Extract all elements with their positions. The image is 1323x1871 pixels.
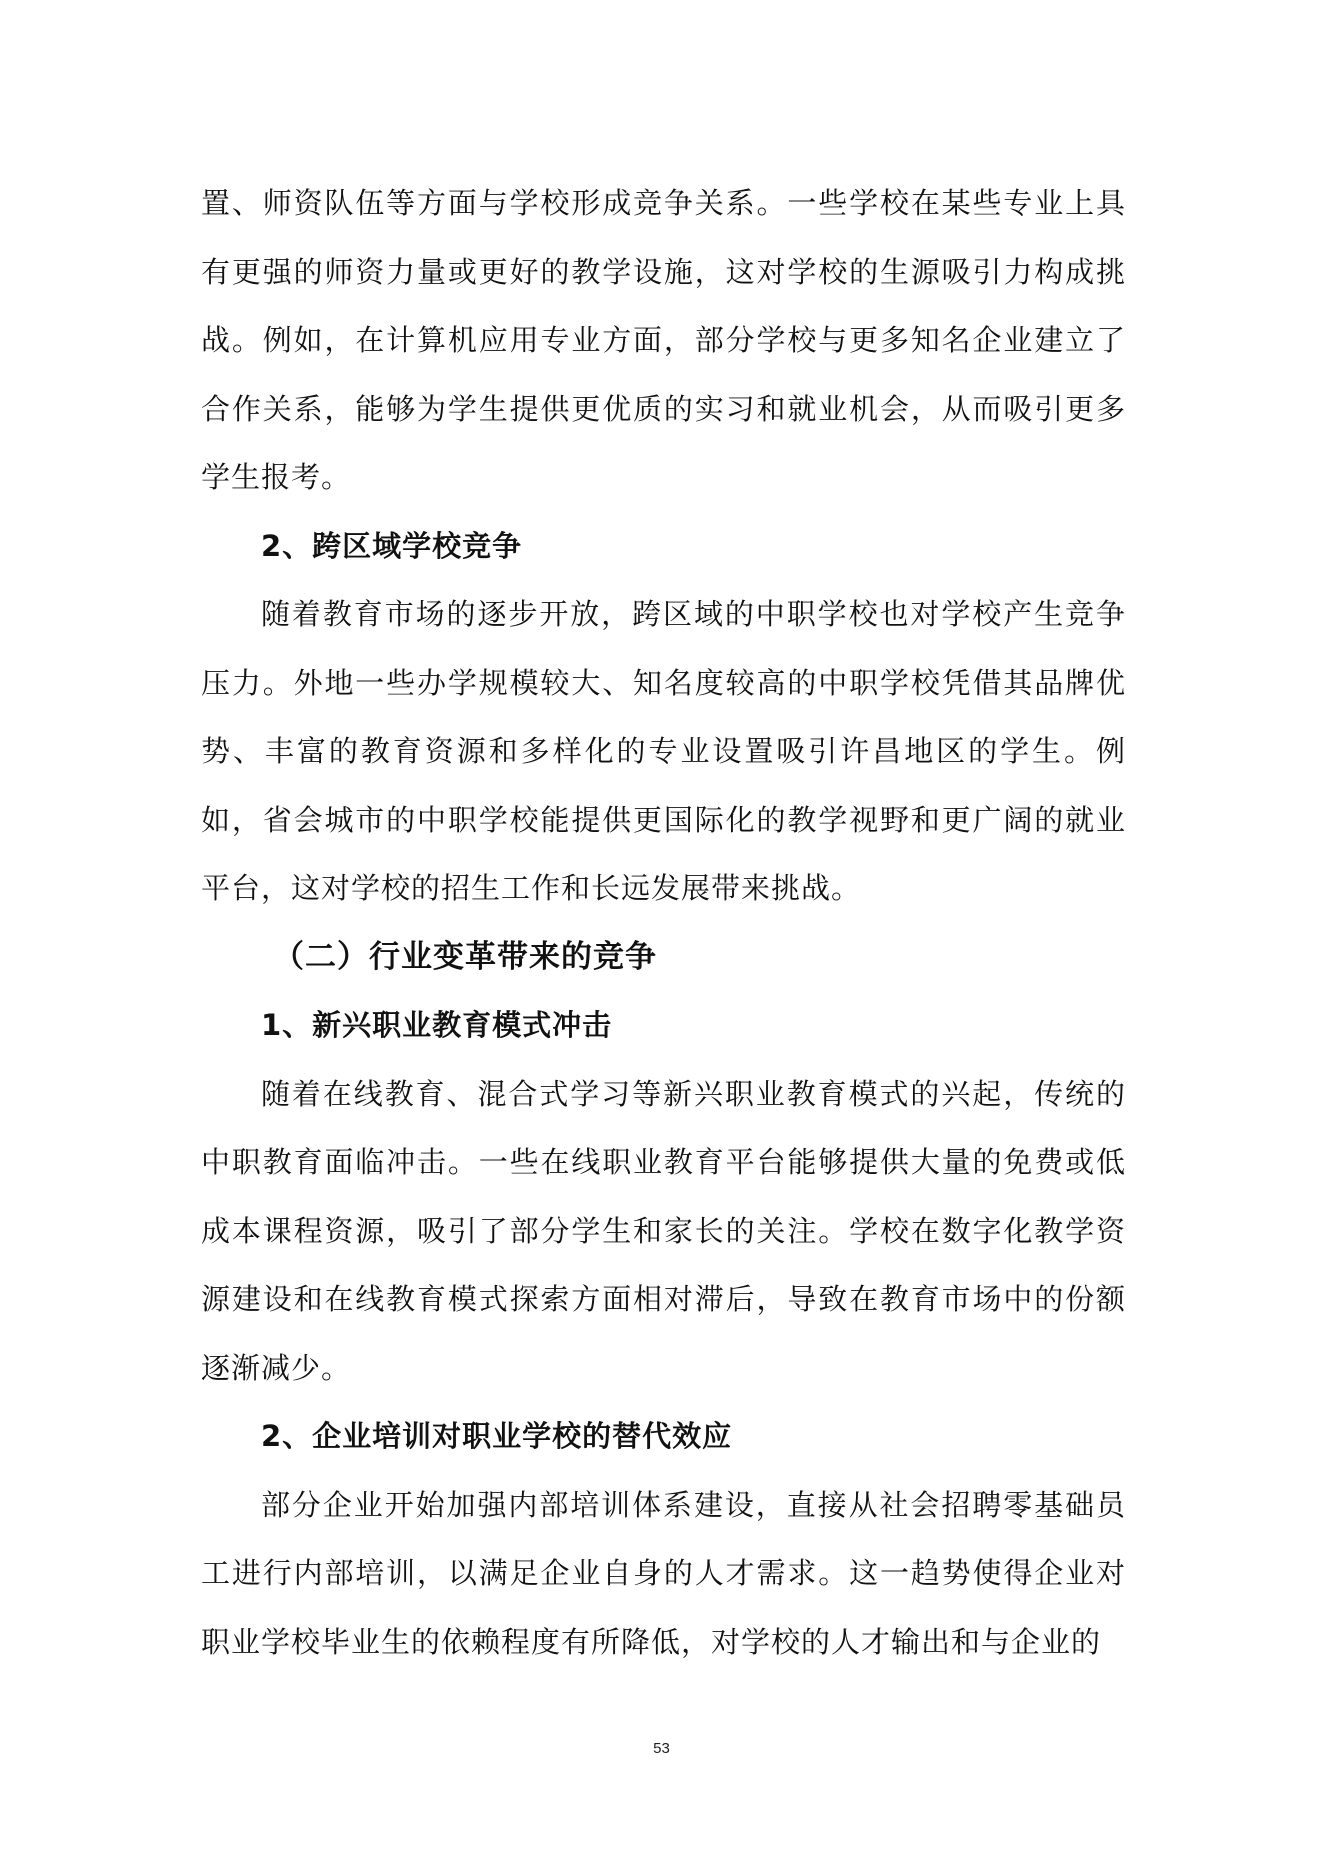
heading-enterprise-training: 2、企业培训对职业学校的替代效应: [261, 1419, 733, 1453]
heading-industry-change-competition: （二）行业变革带来的竞争: [273, 938, 657, 975]
paragraph-cross-region: 随着教育市场的逐步开放，跨区域的中职学校也对学校产生竞争压力。外地一些办学规模较大、知名度较高的中职学校凭借其品牌优势、丰富的教育资源和多样化的专业设置吸引许昌地区的学生。例如，省会城市的中职学校能提供更国际化的教学视野和更广阔的就业平台，这对学校的招生工作和长远发展带来挑战。: [201, 597, 1126, 905]
paragraph-new-education-models: 随着在线教育、混合式学习等新兴职业教育模式的兴起，传统的中职教育面临冲击。一些在线职业教育平台能够提供大量的免费或低成本课程资源，吸引了部分学生和家长的关注。学校在数字化教学资源建设和在线教育模式探索方面相对滞后，导致在教育市场中的份额逐渐减少。: [201, 1076, 1126, 1385]
paragraph-continued: 置、师资队伍等方面与学校形成竞争关系。一些学校在某些专业上具有更强的师资力量或更好的教学设施，这对学校的生源吸引力构成挑战。例如，在计算机应用专业方面，部分学校与更多知名企业建立了合作关系，能够为学生提供更优质的实习和就业机会，从而吸引更多学生报考。: [201, 186, 1126, 494]
paragraph-enterprise-training: 部分企业开始加强内部培训体系建设，直接从社会招聘零基础员工进行内部培训，以满足企业自身的人才需求。这一趋势使得企业对职业学校毕业生的依赖程度有所降低，对学校的人才输出和与企业的: [201, 1487, 1126, 1659]
heading-cross-region-competition: 2、跨区域学校竞争: [261, 528, 523, 563]
page-number: 53: [653, 1740, 670, 1757]
heading-new-education-models: 1、新兴职业教育模式冲击: [261, 1008, 613, 1042]
document-body: [201, 169, 1126, 1676]
